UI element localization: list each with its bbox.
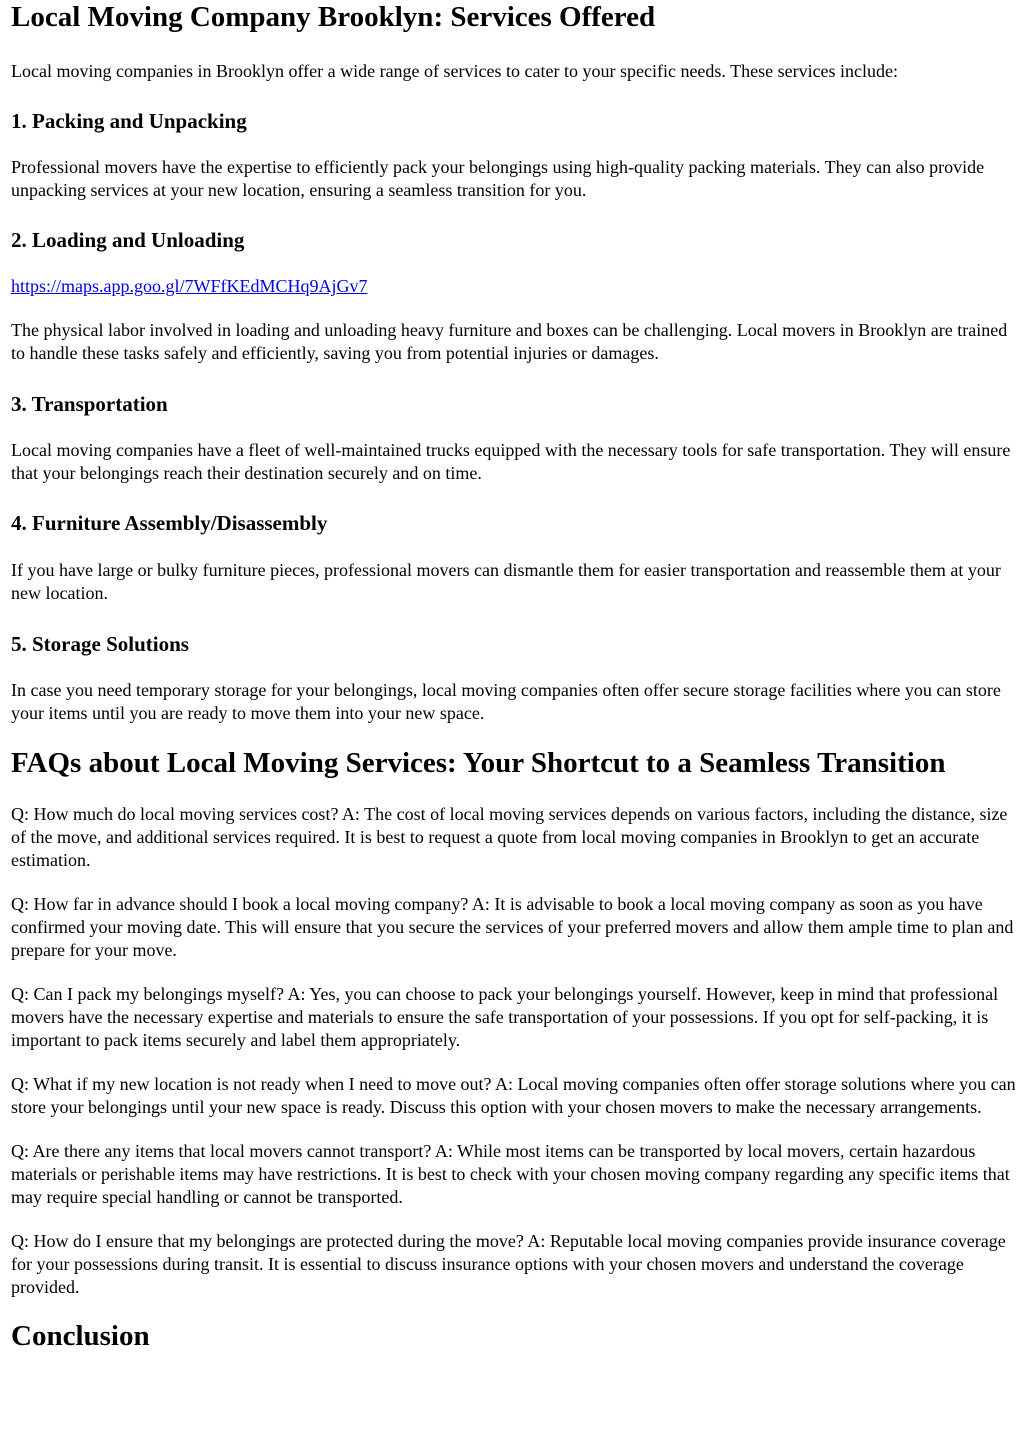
map-link[interactable]: https://maps.app.goo.gl/7WFfKEdMCHq9AjGv7 xyxy=(11,276,368,296)
service-heading-loading: 2. Loading and Unloading xyxy=(11,228,245,252)
service-text-loading: The physical labor involved in loading and unloading heavy furniture and boxes can be challenging. Local movers in Brooklyn are trained to handle these tasks safely and efficiently, saving you from potential injuries or damages. xyxy=(11,320,1008,363)
intro-paragraph: Local moving companies in Brooklyn offer a wide range of services to cater to your specific needs. These services include: xyxy=(11,61,899,81)
faq-item: Q: Are there any items that local movers cannot transport? A: While most items can be transported by local movers, certain hazardous materials or perishable items may have restrictions. It is best to check with your chosen moving company regarding any specific items that may require special handling or cannot be transported. xyxy=(11,1141,1010,1207)
faq-heading: FAQs about Local Moving Services: Your Shortcut to a Seamless Transition xyxy=(11,747,946,779)
service-text-transportation: Local moving companies have a fleet of well-maintained trucks equipped with the necessary tools for safe transportation. They will ensure that your belongings reach their destination securely and on time. xyxy=(11,440,1011,483)
conclusion-heading: Conclusion xyxy=(11,1320,150,1352)
service-text-packing: Professional movers have the expertise to efficiently pack your belongings using high-quality packing materials. They can also provide unpacking services at your new location, ensuring a seamless transition for you. xyxy=(11,157,985,200)
service-heading-furniture: 4. Furniture Assembly/Disassembly xyxy=(11,511,328,535)
service-heading-packing: 1. Packing and Unpacking xyxy=(11,109,247,133)
faq-item: Q: How do I ensure that my belongings are protected during the move? A: Reputable local moving companies provide insurance coverage for your possessions during transit. It is essential to discuss insurance options with your chosen movers and understand the coverage provided. xyxy=(11,1231,1006,1297)
service-text-furniture: If you have large or bulky furniture pieces, professional movers can dismantle them for easier transportation and reassemble them at your new location. xyxy=(11,560,1001,603)
faq-item: Q: How much do local moving services cost? A: The cost of local moving services depends on various factors, including the distance, size of the move, and additional services required. It is best to request a quote from local moving companies in Brooklyn to get an accurate estimation. xyxy=(11,804,1008,870)
faq-item: Q: Can I pack my belongings myself? A: Yes, you can choose to pack your belongings yourself. However, keep in mind that professional movers have the necessary expertise and materials to ensure the safe transportation of your possessions. If you opt for self-packing, it is important to pack items securely and label them appropriately. xyxy=(11,984,999,1050)
page-title: Local Moving Company Brooklyn: Services Offered xyxy=(11,1,656,33)
faq-item: Q: How far in advance should I book a local moving company? A: It is advisable to book a local moving company as soon as you have confirmed your moving date. This will ensure that you secure the services of your preferred movers and allow them ample time to plan and prepare for your move. xyxy=(11,894,1014,960)
service-heading-transportation: 3. Transportation xyxy=(11,392,168,416)
faq-item: Q: What if my new location is not ready when I need to move out? A: Local moving companies often offer storage solutions where you can store your belongings until your new space is ready. Discuss this option with your chosen movers to make the necessary arrangements. xyxy=(11,1074,1016,1117)
service-heading-storage: 5. Storage Solutions xyxy=(11,632,189,656)
service-text-storage: In case you need temporary storage for your belongings, local moving companies often offer secure storage facilities where you can store your items until you are ready to move them into your new space. xyxy=(11,680,1001,723)
map-link-paragraph xyxy=(11,275,1016,298)
